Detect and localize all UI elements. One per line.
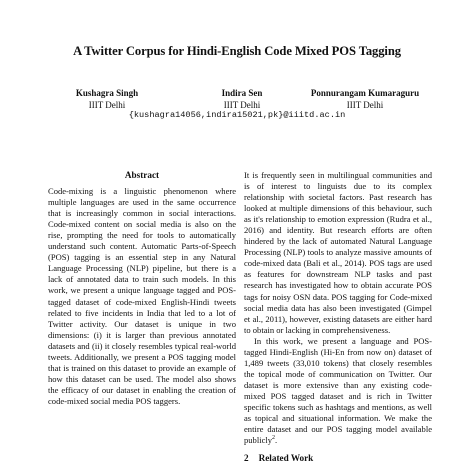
section-heading xyxy=(244,453,432,464)
author-name: Indira Sen xyxy=(221,88,263,98)
footnote-marker: 2 xyxy=(272,435,276,442)
author-affiliation: IIIT Delhi xyxy=(223,99,261,110)
paper-title: A Twitter Corpus for Hindi-English Code Mixed POS Tagging xyxy=(73,44,401,58)
left-column xyxy=(48,170,236,407)
section-number: 2 xyxy=(244,453,249,464)
author-block xyxy=(295,88,435,111)
author-emails: {kushagra14056,indira15021,pk}@iiitd.ac.in xyxy=(128,110,346,120)
author-affiliation: IIIT Delhi xyxy=(346,99,384,110)
section-title: Related Work xyxy=(258,453,314,464)
author-name: Ponnurangam Kumaraguru xyxy=(310,88,420,98)
intro-paragraph-text: In this work, we present a language and POS-tagged Hindi-English (Hi-En from now on) dataset of 1,489 tweets (33,010 tokens) that closely resembles the topical mode of communication on Twitter. Our dataset is more extensive than any existing code-mixed POS tagged dataset and is rich in Twitter specific tokens such as hashtags and mentions, as well as topical and situational information. We make the entire dataset and our POS tagging model available publicly xyxy=(244,335,432,446)
abstract-text: Code-mixing is a linguistic phenomenon where multiple languages are used in the same occurrence that is increasingly common in social interactions. Code-mixed content on social media is also on the rise, prompting the need for tools to automatically understand such content. Automatic Parts-of-Speech (POS) tagging is an essential step in any Natural Language Processing (NLP) pipeline, but there is a lack of annotated data to train such models. In this work, we present a unique language tagged and POS-tagged dataset of code-mixed English-Hindi tweets related to five incidents in India that led to a lot of Twitter activity. Our dataset is unique in two dimensions: (i) it is larger than previous annotated datasets and (ii) it closely resembles typical real-world tweets. Additionally, we present a POS tagging model that is trained on this dataset to provide an example of how this dataset can be used. The model also shows the efficacy of our dataset in enabling the creation of code-mixed social media POS taggers. xyxy=(48,186,236,406)
author-block xyxy=(197,88,287,111)
author-name: Kushagra Singh xyxy=(75,88,139,98)
author-block xyxy=(52,88,162,111)
author-affiliation: IIIT Delhi xyxy=(88,99,126,110)
right-column xyxy=(244,170,432,464)
abstract-heading: Abstract xyxy=(124,170,160,180)
intro-paragraph xyxy=(244,336,432,446)
intro-paragraph: It is frequently seen in multilingual communities and is of interest to linguists due to its complex relationship with societal factors. Past research has looked at multiple dimensions of this behaviour, such as it's relationship to emotion expression (Rudra et al., 2016) and identity. But research efforts are often hindered by the lack of automated Natural Language Processing (NLP) tools to analyze massive amounts of code-mixed data (Bali et al., 2014). POS tags are used as features for downstream NLP tasks and past research has investigated how to obtain accurate POS tags for noisy OSN data. POS tagging for Code-mixed social media data has also been investigated (Gimpel et al., 2011), however, existing datasets are either hard to obtain or lacking in comprehensiveness. xyxy=(244,170,432,335)
intro-paragraph-end: . xyxy=(275,435,278,446)
